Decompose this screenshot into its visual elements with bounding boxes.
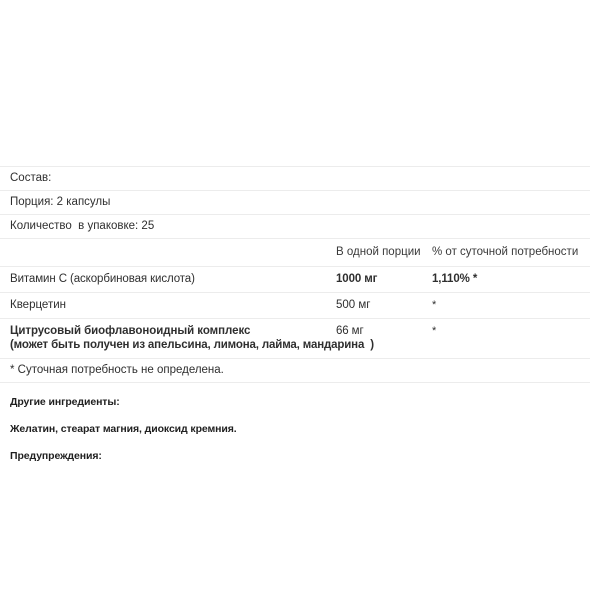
nutrient-name-primary: Цитрусовый биофлавоноидный комплекс	[10, 325, 251, 337]
nutrient-name: Кверцетин	[0, 293, 336, 319]
additional-info-block	[0, 383, 590, 463]
info-row-servings-per-container: Количество в упаковке: 25	[0, 214, 590, 238]
warnings-heading: Предупреждения:	[10, 450, 102, 462]
nutrient-name: Витамин С (аскорбиновая кислота)	[0, 267, 336, 293]
other-ingredients-heading: Другие ингредиенты:	[10, 396, 120, 408]
daily-value-footnote: * Суточная потребность не определена.	[0, 358, 590, 383]
table-header	[0, 239, 590, 267]
table-row	[0, 293, 590, 319]
info-row-composition: Состав:	[0, 166, 590, 190]
nutrient-amount: 1000 мг	[336, 267, 432, 293]
table-row	[0, 319, 590, 359]
table-header-row	[0, 239, 590, 267]
supplement-facts-panel	[0, 166, 590, 463]
table-body	[0, 267, 590, 359]
column-header-daily-value: % от суточной потребности	[432, 239, 590, 267]
column-header-per-serving: В одной порции	[336, 239, 432, 267]
supplement-facts-table	[0, 238, 590, 358]
nutrient-amount: 66 мг	[336, 319, 432, 359]
nutrient-daily-value: 1,110% *	[432, 267, 590, 293]
nutrient-name-secondary: (может быть получен из апельсина, лимона, лайма, мандарина )	[10, 339, 374, 351]
table-row	[0, 267, 590, 293]
nutrient-amount: 500 мг	[336, 293, 432, 319]
info-row-serving-size: Порция: 2 капсулы	[0, 190, 590, 214]
column-header-nutrient	[0, 239, 336, 267]
nutrient-daily-value: *	[432, 319, 590, 359]
nutrient-daily-value: *	[432, 293, 590, 319]
other-ingredients-text: Желатин, стеарат магния, диоксид кремния.	[10, 423, 237, 435]
